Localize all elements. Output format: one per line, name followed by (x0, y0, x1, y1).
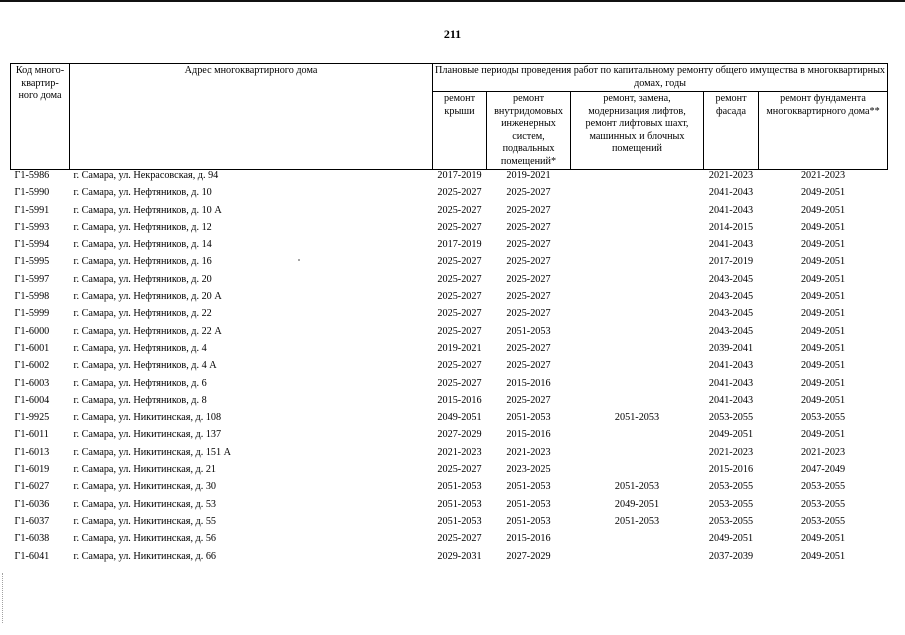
cell-lifts (571, 274, 704, 291)
cell-systems: 2021-2023 (506, 446, 551, 458)
cell-address: г. Самара, ул. Нефтяников, д. 10 А (73, 204, 222, 216)
cell-facade: 2053-2055 (708, 498, 754, 510)
cell-roof: 2029-2031 (437, 550, 482, 562)
cell-facade: 2015-2016 (708, 464, 754, 476)
cell-roof: 2025-2027 (437, 273, 482, 285)
cell-foundation: 2049-2051 (800, 394, 846, 406)
cell-foundation: 2021-2023 (800, 446, 846, 458)
cell-code: Г1-5995 (14, 256, 50, 268)
cell-facade: 2041-2043 (708, 187, 754, 199)
cell-address: г. Самара, ул. Нефтяников, д. 4 А (73, 360, 217, 372)
cell-facade: 2021-2023 (708, 446, 754, 458)
cell-systems: 2015-2016 (506, 377, 551, 389)
cell-systems: 2023-2025 (506, 464, 551, 476)
cell-code: Г1-6001 (14, 342, 50, 354)
cell-facade: 2021-2023 (708, 170, 754, 181)
cell-facade: 2053-2055 (708, 412, 754, 424)
cell-facade: 2014-2015 (708, 221, 754, 233)
cell-foundation: 2047-2049 (800, 464, 846, 476)
header-planned-periods: Плановые периоды проведения работ по капитальному ремонту общего имущества в многоквартирных домах, годы (433, 64, 888, 92)
cell-facade: 2041-2043 (708, 360, 754, 372)
cell-code: Г1-6027 (14, 481, 50, 493)
cell-address: г. Самара, ул. Нефтяников, д. 16 (73, 256, 212, 268)
cell-lifts (571, 360, 704, 377)
cell-lifts (571, 308, 704, 325)
cell-code: Г1-6036 (14, 498, 50, 510)
cell-systems: 2027-2029 (506, 550, 551, 562)
cell-facade: 2041-2043 (708, 377, 754, 389)
cell-systems: 2025-2027 (506, 394, 551, 406)
cell-roof: 2025-2027 (437, 360, 482, 372)
cell-address: г. Самара, ул. Никитинская, д. 21 (73, 464, 217, 476)
cell-systems: 2051-2053 (506, 325, 551, 337)
cell-lifts (571, 239, 704, 256)
cell-roof: 2051-2053 (437, 515, 482, 527)
cell-code: Г1-5993 (14, 221, 50, 233)
cell-address: г. Самара, ул. Некрасовская, д. 94 (73, 170, 219, 181)
cell-systems: 2025-2027 (506, 204, 551, 216)
cell-roof: 2025-2027 (437, 377, 482, 389)
table-row (11, 481, 888, 498)
cell-code: Г1-6002 (14, 360, 50, 372)
cell-address: г. Самара, ул. Нефтяников, д. 22 (73, 308, 212, 320)
cell-foundation: 2049-2051 (800, 273, 846, 285)
table-row (11, 274, 888, 291)
cell-systems: 2015-2016 (506, 429, 551, 441)
header-foundation: ремонт фундамента многоквартирного дома** (759, 92, 888, 170)
cell-address: г. Самара, ул. Никитинская, д. 53 (73, 498, 217, 510)
page-number: 211 (443, 27, 462, 41)
cell-address: г. Самара, ул. Никитинская, д. 30 (73, 481, 217, 493)
cell-foundation: 2049-2051 (800, 256, 846, 268)
cell-lifts (571, 378, 704, 395)
cell-facade: 2049-2051 (708, 533, 754, 545)
cell-foundation: 2049-2051 (800, 550, 846, 562)
cell-systems: 2051-2053 (506, 481, 551, 493)
header-systems: ремонт внутридомовых инженерных систем, подвальных помещений* (487, 92, 571, 170)
table-row (11, 326, 888, 343)
cell-code: Г1-5986 (14, 170, 50, 181)
cell-roof: 2025-2027 (437, 533, 482, 545)
cell-address: г. Самара, ул. Нефтяников, д. 10 (73, 187, 212, 199)
cell-roof: 2027-2029 (437, 429, 482, 441)
table-row (11, 239, 888, 256)
cell-address: г. Самара, ул. Никитинская, д. 56 (73, 533, 217, 545)
cell-lifts (571, 395, 704, 412)
cell-facade: 2041-2043 (708, 204, 754, 216)
cell-address: г. Самара, ул. Никитинская, д. 55 (73, 515, 217, 527)
table-row (11, 533, 888, 550)
cell-facade: 2043-2045 (708, 273, 754, 285)
cell-address: г. Самара, ул. Никитинская, д. 151 А (73, 446, 232, 458)
table-row (11, 308, 888, 325)
cell-lifts (571, 447, 704, 464)
cell-facade: 2017-2019 (708, 256, 754, 268)
cell-roof: 2051-2053 (437, 498, 482, 510)
cell-lifts (571, 222, 704, 239)
cell-systems: 2025-2027 (506, 291, 551, 303)
cell-foundation: 2049-2051 (800, 377, 846, 389)
cell-lifts (571, 551, 704, 568)
cell-address: г. Самара, ул. Никитинская, д. 108 (73, 412, 222, 424)
table-row (11, 170, 888, 188)
cell-roof: 2017-2019 (437, 170, 482, 181)
cell-lifts (571, 533, 704, 550)
cell-foundation: 2049-2051 (800, 429, 846, 441)
cell-lifts (571, 170, 704, 188)
cell-foundation: 2049-2051 (800, 342, 846, 354)
cell-roof: 2025-2027 (437, 291, 482, 303)
cell-roof: 2019-2021 (437, 342, 482, 354)
cell-code: Г1-6013 (14, 446, 50, 458)
cell-foundation: 2049-2051 (800, 187, 846, 199)
cell-lifts (571, 326, 704, 343)
table-row (11, 378, 888, 395)
table-row (11, 499, 888, 516)
table-row (11, 447, 888, 464)
cell-lifts (571, 291, 704, 308)
cell-address: г. Самара, ул. Нефтяников, д. 6 (73, 377, 207, 389)
table-row (11, 395, 888, 412)
cell-roof: 2025-2027 (437, 221, 482, 233)
cell-code: Г1-9925 (14, 412, 50, 424)
cell-lifts (571, 187, 704, 204)
top-border-line (0, 0, 905, 2)
cell-address: г. Самара, ул. Нефтяников, д. 8 (73, 394, 207, 406)
cell-code: Г1-5999 (14, 308, 50, 320)
cell-code: Г1-5997 (14, 273, 50, 285)
cell-foundation: 2053-2055 (800, 498, 846, 510)
cell-foundation: 2049-2051 (800, 360, 846, 372)
cell-lifts (571, 205, 704, 222)
cell-address: г. Самара, ул. Никитинская, д. 137 (73, 429, 222, 441)
header-address: Адрес многоквартирного дома (70, 64, 433, 170)
cell-lifts (571, 256, 704, 273)
table-row (11, 291, 888, 308)
cell-foundation: 2053-2055 (800, 481, 846, 493)
cell-facade: 2049-2051 (708, 429, 754, 441)
cell-foundation: 2053-2055 (800, 515, 846, 527)
cell-code: Г1-6003 (14, 377, 50, 389)
table-row (11, 429, 888, 446)
cell-address: г. Самара, ул. Нефтяников, д. 14 (73, 239, 212, 251)
header-facade: ремонт фасада (704, 92, 759, 170)
cell-roof: 2025-2027 (437, 325, 482, 337)
table-row (11, 205, 888, 222)
cell-code: Г1-6004 (14, 394, 50, 406)
cell-roof: 2051-2053 (437, 481, 482, 493)
cell-roof: 2049-2051 (437, 412, 482, 424)
cell-facade: 2053-2055 (708, 481, 754, 493)
cell-facade: 2041-2043 (708, 239, 754, 251)
cell-roof: 2025-2027 (437, 204, 482, 216)
cell-code: Г1-5998 (14, 291, 50, 303)
scan-speck (298, 259, 300, 261)
cell-roof: 2015-2016 (437, 394, 482, 406)
cell-lifts (571, 429, 704, 446)
table-row (11, 551, 888, 568)
cell-systems: 2019-2021 (506, 170, 551, 181)
cell-systems: 2025-2027 (506, 256, 551, 268)
cell-systems: 2025-2027 (506, 360, 551, 372)
capital-repair-table (10, 63, 888, 568)
cell-systems: 2025-2027 (506, 273, 551, 285)
table-row (11, 412, 888, 429)
table-body (11, 170, 888, 568)
cell-code: Г1-5991 (14, 204, 50, 216)
cell-lifts: 2051-2053 (614, 412, 660, 424)
cell-foundation: 2049-2051 (800, 221, 846, 233)
cell-facade: 2037-2039 (708, 550, 754, 562)
table-row (11, 187, 888, 204)
cell-code: Г1-5990 (14, 187, 50, 199)
cell-facade: 2039-2041 (708, 342, 754, 354)
cell-foundation: 2049-2051 (800, 308, 846, 320)
table-row (11, 516, 888, 533)
cell-lifts (571, 343, 704, 360)
table-row (11, 256, 888, 273)
cell-code: Г1-6011 (14, 429, 49, 441)
cell-code: Г1-6000 (14, 325, 50, 337)
cell-systems: 2051-2053 (506, 515, 551, 527)
cell-foundation: 2021-2023 (800, 170, 846, 181)
cell-lifts (571, 464, 704, 481)
cell-address: г. Самара, ул. Нефтяников, д. 20 А (73, 291, 222, 303)
cell-code: Г1-6041 (14, 550, 50, 562)
cell-foundation: 2053-2055 (800, 412, 846, 424)
cell-systems: 2025-2027 (506, 342, 551, 354)
header-code: Код много-квартир-ного дома (11, 64, 70, 170)
cell-systems: 2025-2027 (506, 221, 551, 233)
cell-lifts: 2051-2053 (614, 515, 660, 527)
cell-address: г. Самара, ул. Нефтяников, д. 20 (73, 273, 212, 285)
cell-facade: 2043-2045 (708, 325, 754, 337)
cell-systems: 2051-2053 (506, 498, 551, 510)
cell-systems: 2025-2027 (506, 187, 551, 199)
table-row (11, 343, 888, 360)
cell-code: Г1-6038 (14, 533, 50, 545)
cell-foundation: 2049-2051 (800, 291, 846, 303)
cell-foundation: 2049-2051 (800, 204, 846, 216)
cell-address: г. Самара, ул. Нефтяников, д. 22 А (73, 325, 222, 337)
cell-address: г. Самара, ул. Нефтяников, д. 12 (73, 221, 212, 233)
cell-roof: 2021-2023 (437, 446, 482, 458)
cell-foundation: 2049-2051 (800, 325, 846, 337)
cell-facade: 2043-2045 (708, 308, 754, 320)
cell-facade: 2053-2055 (708, 515, 754, 527)
cell-systems: 2025-2027 (506, 308, 551, 320)
table-row (11, 360, 888, 377)
cell-roof: 2025-2027 (437, 256, 482, 268)
cell-lifts: 2051-2053 (614, 481, 660, 493)
cell-roof: 2025-2027 (437, 308, 482, 320)
cell-lifts: 2049-2051 (614, 498, 660, 510)
header-roof: ремонт крыши (433, 92, 487, 170)
cell-roof: 2017-2019 (437, 239, 482, 251)
cell-address: г. Самара, ул. Никитинская, д. 66 (73, 550, 217, 562)
margin-scan-marks (2, 573, 9, 623)
cell-facade: 2041-2043 (708, 394, 754, 406)
cell-facade: 2043-2045 (708, 291, 754, 303)
cell-code: Г1-6019 (14, 464, 50, 476)
cell-code: Г1-5994 (14, 239, 50, 251)
cell-roof: 2025-2027 (437, 187, 482, 199)
cell-systems: 2015-2016 (506, 533, 551, 545)
cell-address: г. Самара, ул. Нефтяников, д. 4 (73, 342, 207, 354)
cell-systems: 2025-2027 (506, 239, 551, 251)
cell-code: Г1-6037 (14, 515, 50, 527)
table-row (11, 222, 888, 239)
header-lifts: ремонт, замена, модернизация лифтов, ремонт лифтовых шахт, машинных и блочных помещений (571, 92, 704, 170)
cell-systems: 2051-2053 (506, 412, 551, 424)
table-row (11, 464, 888, 481)
cell-roof: 2025-2027 (437, 464, 482, 476)
cell-foundation: 2049-2051 (800, 239, 846, 251)
cell-foundation: 2049-2051 (800, 533, 846, 545)
